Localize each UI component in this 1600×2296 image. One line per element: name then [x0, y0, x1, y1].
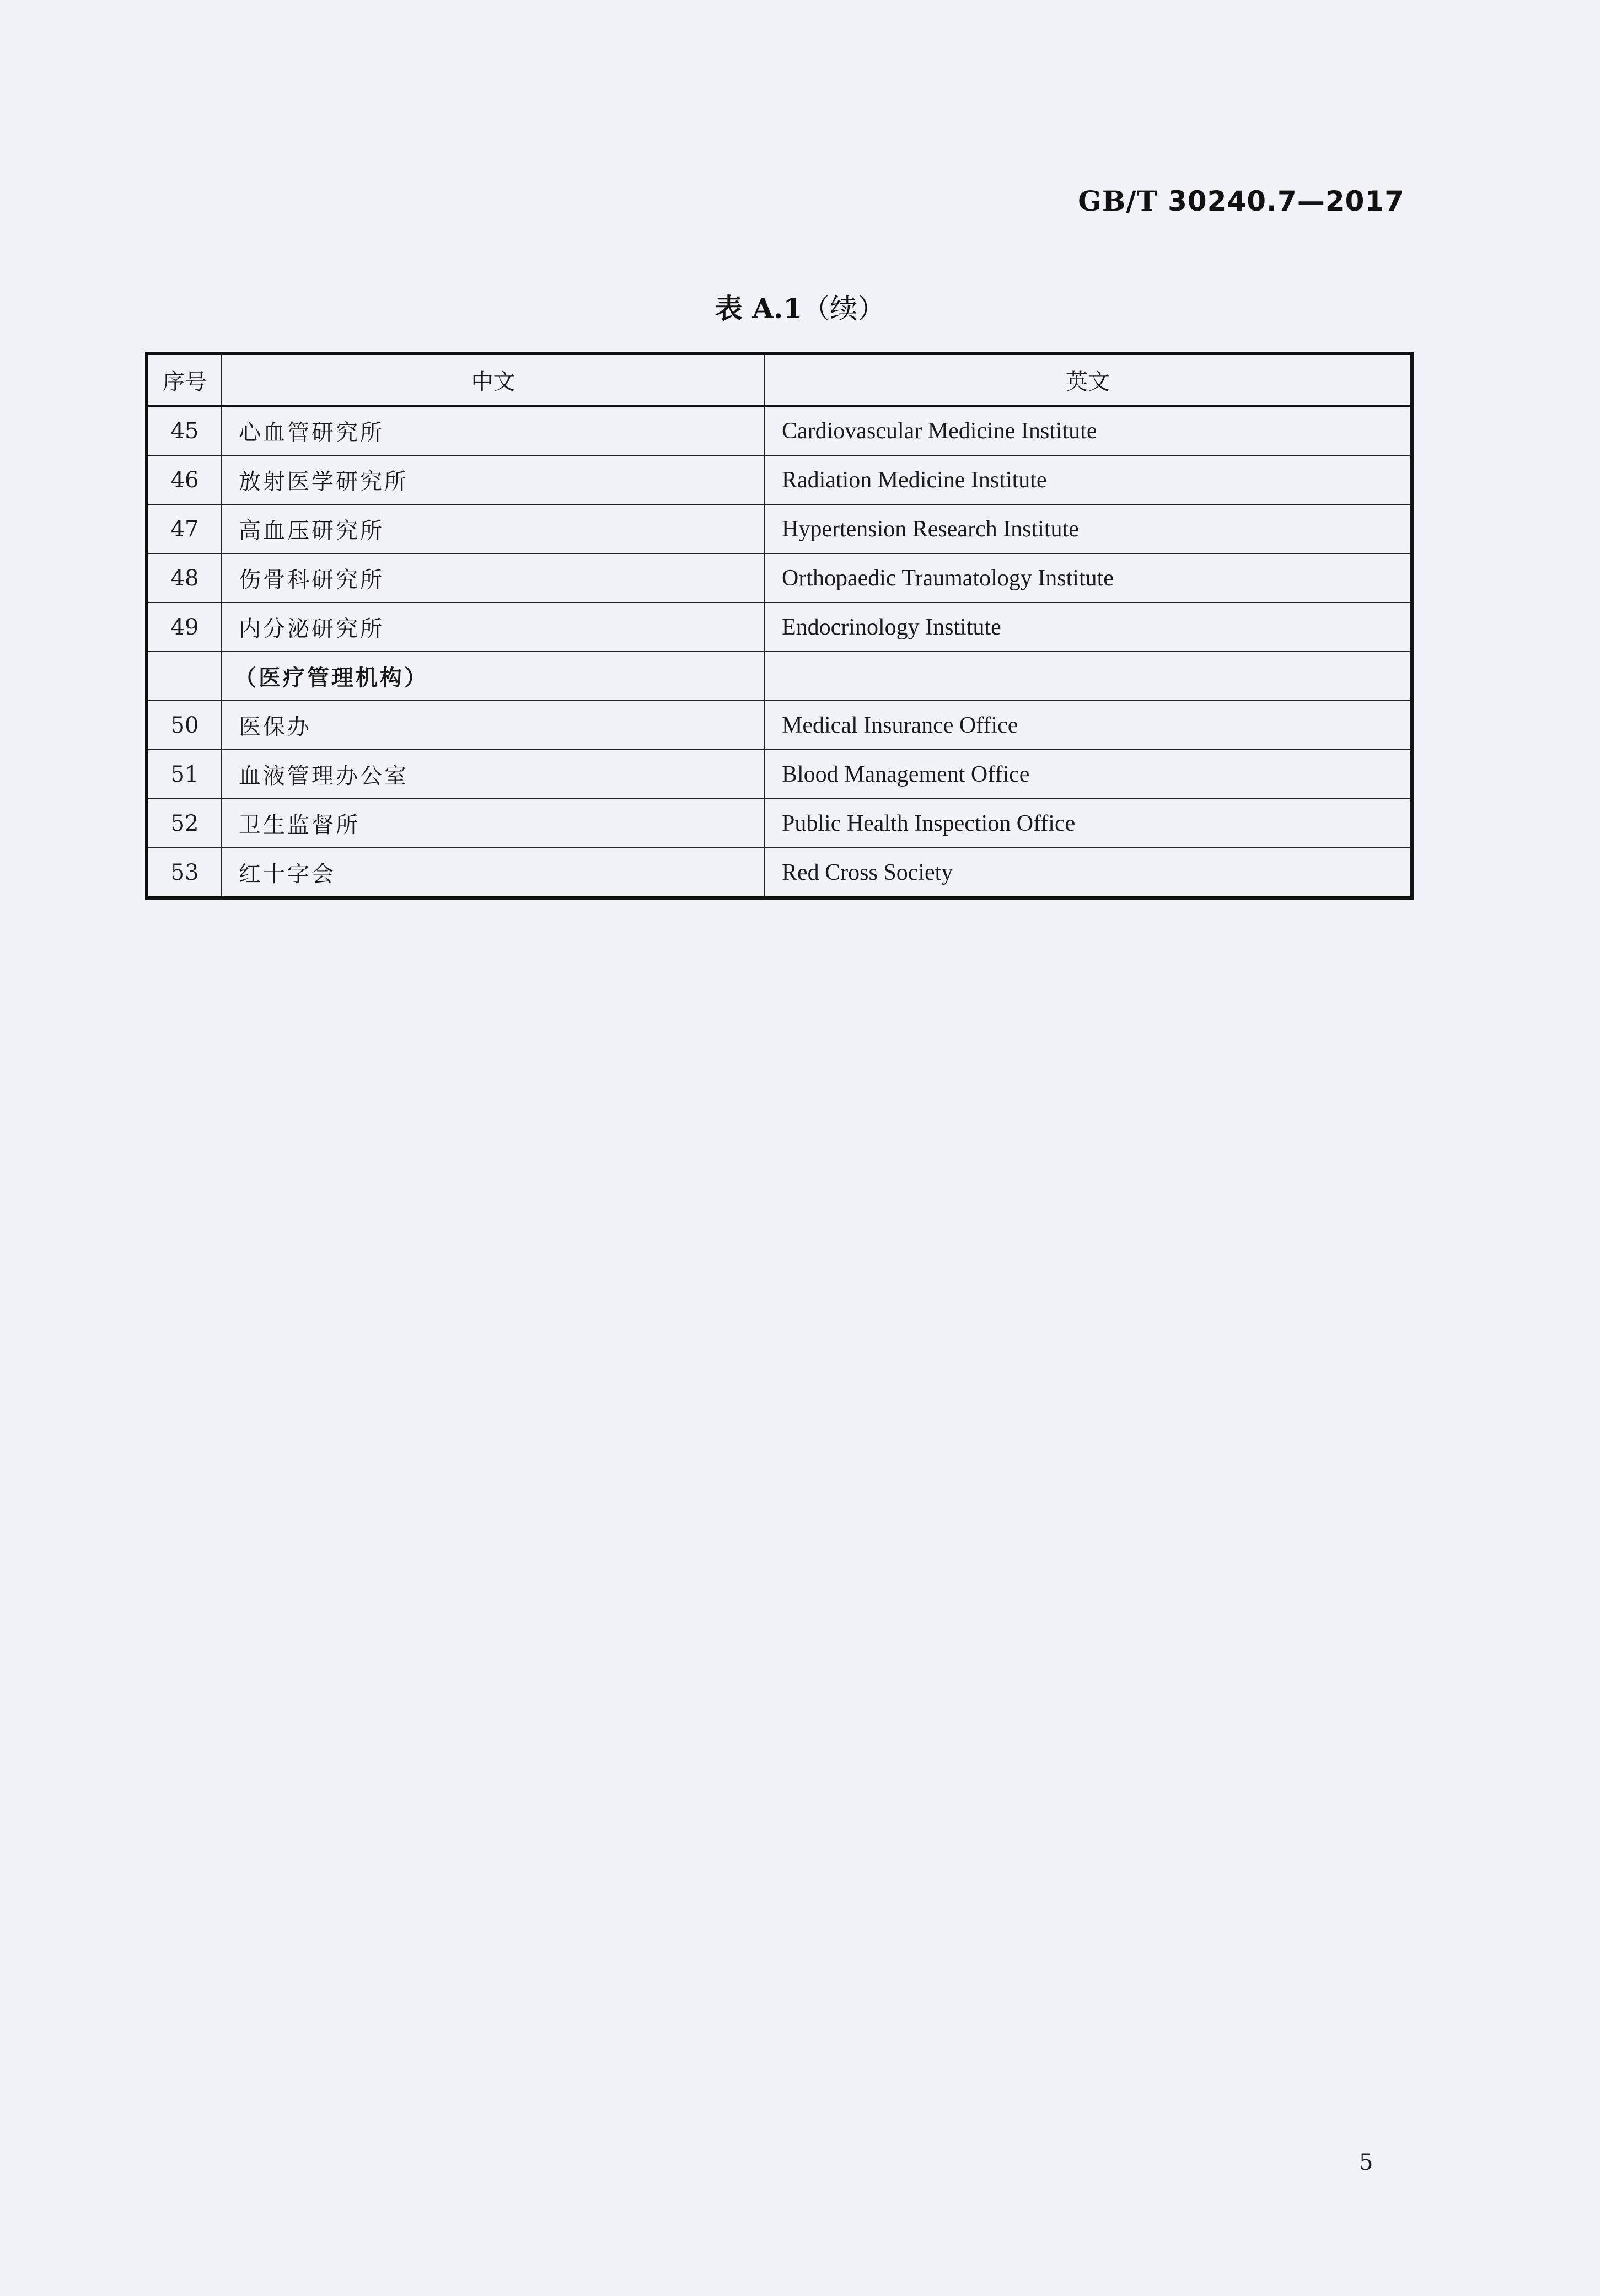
column-header-zh: 中文: [222, 353, 765, 406]
row-english: Orthopaedic Traumatology Institute: [765, 553, 1412, 603]
row-chinese: 放射医学研究所: [222, 455, 765, 504]
row-number: [147, 652, 222, 701]
row-english: Blood Management Office: [765, 750, 1412, 799]
table-row: [147, 504, 1412, 553]
row-english: Red Cross Society: [765, 848, 1412, 898]
row-chinese: 红十字会: [222, 848, 765, 898]
table-row: [147, 553, 1412, 603]
table-row: [147, 406, 1412, 455]
row-english: Cardiovascular Medicine Institute: [765, 406, 1412, 455]
table-section-row: [147, 652, 1412, 701]
table-header-row: [147, 353, 1412, 406]
row-chinese: 医保办: [222, 701, 765, 750]
row-english: Endocrinology Institute: [765, 603, 1412, 652]
row-chinese: 内分泌研究所: [222, 603, 765, 652]
row-number: 51: [147, 750, 222, 799]
table-row: [147, 750, 1412, 799]
row-english: Hypertension Research Institute: [765, 504, 1412, 553]
row-number: 46: [147, 455, 222, 504]
row-number: 50: [147, 701, 222, 750]
row-number: 45: [147, 406, 222, 455]
row-chinese: 血液管理办公室: [222, 750, 765, 799]
row-number: 49: [147, 603, 222, 652]
table-row: [147, 603, 1412, 652]
page-number: 5: [1359, 2150, 1373, 2175]
table-row: [147, 455, 1412, 504]
row-chinese: 伤骨科研究所: [222, 553, 765, 603]
column-header-num: 序号: [147, 353, 222, 406]
row-english: Radiation Medicine Institute: [765, 455, 1412, 504]
table-row: [147, 701, 1412, 750]
row-english: [765, 652, 1412, 701]
standard-prefix: GB/T: [1078, 185, 1158, 217]
standard-number: 30240.7—2017: [1168, 185, 1404, 217]
row-number: 52: [147, 799, 222, 848]
table-caption: [0, 287, 1600, 326]
row-number: 48: [147, 553, 222, 603]
table-caption-continued: （续）: [802, 293, 885, 325]
standard-code: [1078, 185, 1404, 217]
row-chinese: 卫生监督所: [222, 799, 765, 848]
row-number: 53: [147, 848, 222, 898]
section-heading: （医疗管理机构）: [222, 652, 765, 701]
column-header-en: 英文: [765, 353, 1412, 406]
terminology-table: [145, 352, 1414, 900]
row-chinese: 心血管研究所: [222, 406, 765, 455]
table-row: [147, 848, 1412, 898]
row-number: 47: [147, 504, 222, 553]
table-caption-title: 表 A.1: [715, 292, 803, 325]
row-english: Medical Insurance Office: [765, 701, 1412, 750]
row-english: Public Health Inspection Office: [765, 799, 1412, 848]
table-row: [147, 799, 1412, 848]
row-chinese: 高血压研究所: [222, 504, 765, 553]
